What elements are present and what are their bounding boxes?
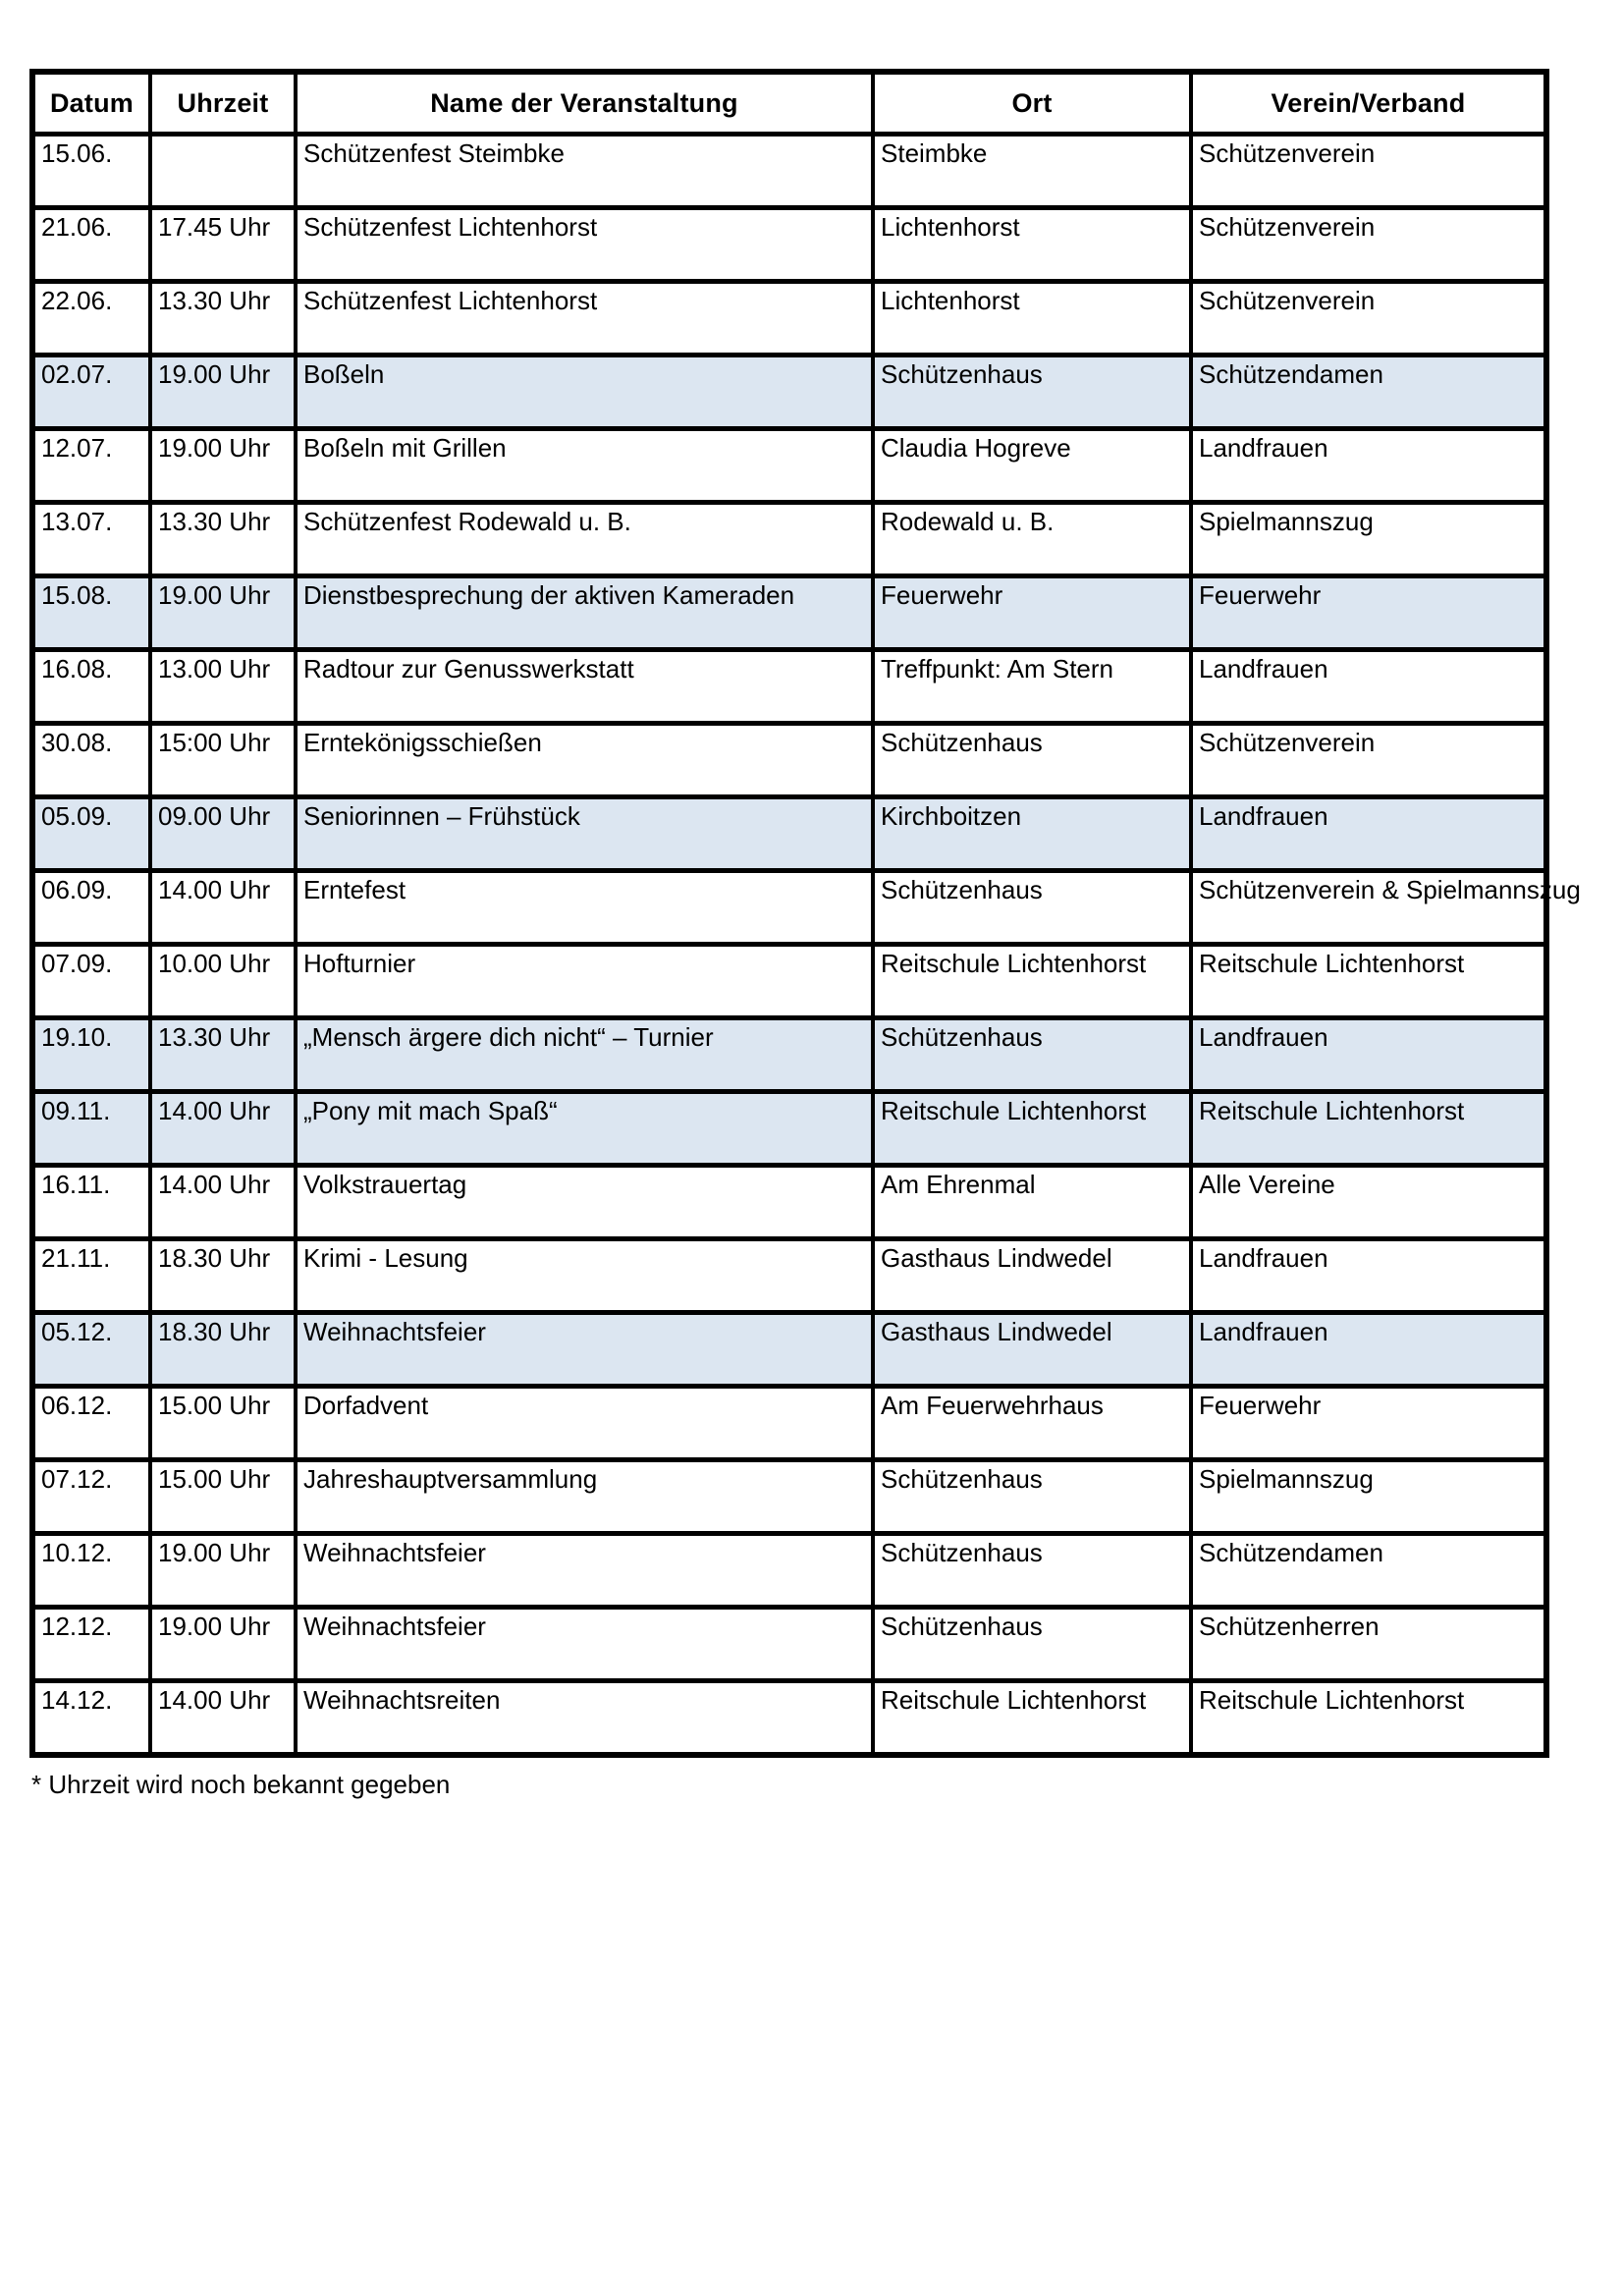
cell-verein: Schützendamen	[1191, 355, 1546, 429]
footnote: * Uhrzeit wird noch bekannt gegeben	[31, 1770, 451, 1799]
event-schedule-table	[29, 69, 1581, 1758]
cell-ort: Reitschule Lichtenhorst	[873, 1681, 1191, 1756]
cell-uhrzeit: 19.00 Uhr	[150, 576, 296, 650]
header-ort: Ort	[873, 72, 1191, 135]
table-row	[32, 1387, 1546, 1460]
cell-name: Schützenfest Rodewald u. B.	[296, 503, 873, 576]
cell-verein: Schützenverein	[1191, 135, 1546, 208]
cell-ort: Gasthaus Lindwedel	[873, 1313, 1191, 1387]
header-uhrzeit: Uhrzeit	[150, 72, 296, 135]
table-row	[32, 355, 1546, 429]
cell-verein: Schützenverein	[1191, 282, 1546, 355]
cell-verein: Landfrauen	[1191, 797, 1546, 871]
table-row	[32, 1018, 1546, 1092]
cell-name: Hofturnier	[296, 945, 873, 1018]
cell-verein: Schützenherren	[1191, 1608, 1546, 1681]
cell-datum: 02.07.	[32, 355, 150, 429]
cell-ort: Lichtenhorst	[873, 208, 1191, 282]
table-row	[32, 282, 1546, 355]
table-row	[32, 724, 1546, 797]
cell-uhrzeit: 19.00 Uhr	[150, 355, 296, 429]
cell-verein: Landfrauen	[1191, 429, 1546, 503]
cell-ort: Schützenhaus	[873, 355, 1191, 429]
table-row	[32, 429, 1546, 503]
table-row	[32, 208, 1546, 282]
table-row	[32, 135, 1546, 208]
cell-uhrzeit: 14.00 Uhr	[150, 1681, 296, 1756]
cell-ort: Reitschule Lichtenhorst	[873, 1092, 1191, 1166]
cell-uhrzeit: 13.30 Uhr	[150, 1018, 296, 1092]
cell-ort: Treffpunkt: Am Stern	[873, 650, 1191, 724]
cell-datum: 21.11.	[32, 1239, 150, 1313]
cell-uhrzeit: 19.00 Uhr	[150, 1534, 296, 1608]
cell-name: Dienstbesprechung der aktiven Kameraden	[296, 576, 873, 650]
cell-datum: 06.09.	[32, 871, 150, 945]
cell-name: „Pony mit mach Spaß“	[296, 1092, 873, 1166]
table-row	[32, 1681, 1546, 1756]
cell-verein: Landfrauen	[1191, 1018, 1546, 1092]
cell-ort: Claudia Hogreve	[873, 429, 1191, 503]
cell-datum: 12.12.	[32, 1608, 150, 1681]
cell-uhrzeit: 15:00 Uhr	[150, 724, 296, 797]
schedule-content	[29, 69, 1581, 1800]
cell-datum: 14.12.	[32, 1681, 150, 1756]
cell-uhrzeit: 19.00 Uhr	[150, 1608, 296, 1681]
table-row	[32, 576, 1546, 650]
table-row	[32, 650, 1546, 724]
table-row	[32, 1534, 1546, 1608]
cell-datum: 10.12.	[32, 1534, 150, 1608]
cell-name: Krimi - Lesung	[296, 1239, 873, 1313]
cell-uhrzeit: 14.00 Uhr	[150, 871, 296, 945]
cell-name: Schützenfest Lichtenhorst	[296, 282, 873, 355]
cell-ort: Reitschule Lichtenhorst	[873, 945, 1191, 1018]
cell-ort: Steimbke	[873, 135, 1191, 208]
table-row	[32, 503, 1546, 576]
cell-verein: Schützendamen	[1191, 1534, 1546, 1608]
cell-name: Weihnachtsfeier	[296, 1313, 873, 1387]
cell-datum: 05.12.	[32, 1313, 150, 1387]
cell-verein: Reitschule Lichtenhorst	[1191, 1092, 1546, 1166]
cell-name: Schützenfest Lichtenhorst	[296, 208, 873, 282]
cell-ort: Schützenhaus	[873, 724, 1191, 797]
cell-verein: Schützenverein	[1191, 724, 1546, 797]
cell-ort: Schützenhaus	[873, 1018, 1191, 1092]
table-row	[32, 1092, 1546, 1166]
cell-verein: Feuerwehr	[1191, 576, 1546, 650]
header-name: Name der Veranstaltung	[296, 72, 873, 135]
cell-uhrzeit: 13.30 Uhr	[150, 503, 296, 576]
table-row	[32, 871, 1546, 945]
cell-datum: 06.12.	[32, 1387, 150, 1460]
cell-datum: 05.09.	[32, 797, 150, 871]
cell-name: Weihnachtsfeier	[296, 1534, 873, 1608]
cell-name: „Mensch ärgere dich nicht“ – Turnier	[296, 1018, 873, 1092]
cell-uhrzeit: 09.00 Uhr	[150, 797, 296, 871]
header-row	[32, 72, 1546, 135]
cell-uhrzeit: 14.00 Uhr	[150, 1166, 296, 1239]
cell-datum: 07.12.	[32, 1460, 150, 1534]
cell-verein: Alle Vereine	[1191, 1166, 1546, 1239]
cell-ort: Feuerwehr	[873, 576, 1191, 650]
cell-ort: Gasthaus Lindwedel	[873, 1239, 1191, 1313]
cell-verein: Reitschule Lichtenhorst	[1191, 1681, 1546, 1756]
cell-datum: 16.08.	[32, 650, 150, 724]
cell-name: Schützenfest Steimbke	[296, 135, 873, 208]
cell-datum: 15.06.	[32, 135, 150, 208]
cell-verein: Reitschule Lichtenhorst	[1191, 945, 1546, 1018]
table-row	[32, 1460, 1546, 1534]
cell-name: Jahreshauptversammlung	[296, 1460, 873, 1534]
cell-ort: Schützenhaus	[873, 1460, 1191, 1534]
table-row	[32, 1608, 1546, 1681]
cell-uhrzeit: 18.30 Uhr	[150, 1239, 296, 1313]
table-row	[32, 945, 1546, 1018]
cell-uhrzeit: 10.00 Uhr	[150, 945, 296, 1018]
cell-datum: 12.07.	[32, 429, 150, 503]
cell-uhrzeit: 14.00 Uhr	[150, 1092, 296, 1166]
cell-ort: Kirchboitzen	[873, 797, 1191, 871]
cell-datum: 30.08.	[32, 724, 150, 797]
cell-name: Radtour zur Genusswerkstatt	[296, 650, 873, 724]
cell-name: Seniorinnen – Frühstück	[296, 797, 873, 871]
cell-verein: Landfrauen	[1191, 1313, 1546, 1387]
cell-uhrzeit: 17.45 Uhr	[150, 208, 296, 282]
cell-ort: Am Feuerwehrhaus	[873, 1387, 1191, 1460]
cell-datum: 09.11.	[32, 1092, 150, 1166]
cell-datum: 21.06.	[32, 208, 150, 282]
cell-name: Boßeln	[296, 355, 873, 429]
cell-name: Erntekönigsschießen	[296, 724, 873, 797]
event-rows	[32, 135, 1581, 1756]
cell-name: Dorfadvent	[296, 1387, 873, 1460]
cell-name: Volkstrauertag	[296, 1166, 873, 1239]
cell-verein: Landfrauen	[1191, 1239, 1546, 1313]
cell-verein: Schützenverein & Spielmannszug	[1191, 871, 1546, 945]
cell-ort: Rodewald u. B.	[873, 503, 1191, 576]
cell-ort: Schützenhaus	[873, 1608, 1191, 1681]
cell-uhrzeit	[150, 135, 296, 208]
header-datum: Datum	[32, 72, 150, 135]
cell-verein: Spielmannszug	[1191, 503, 1546, 576]
cell-ort: Lichtenhorst	[873, 282, 1191, 355]
cell-datum: 16.11.	[32, 1166, 150, 1239]
cell-datum: 19.10.	[32, 1018, 150, 1092]
cell-verein: Schützenverein	[1191, 208, 1546, 282]
cell-verein: Spielmannszug	[1191, 1460, 1546, 1534]
table-row	[32, 797, 1546, 871]
table-row	[32, 1239, 1546, 1313]
cell-verein: Feuerwehr	[1191, 1387, 1546, 1460]
cell-name: Weihnachtsreiten	[296, 1681, 873, 1756]
cell-datum: 15.08.	[32, 576, 150, 650]
header-verein: Verein/Verband	[1191, 72, 1546, 135]
table-row	[32, 1313, 1546, 1387]
cell-datum: 22.06.	[32, 282, 150, 355]
cell-ort: Schützenhaus	[873, 871, 1191, 945]
cell-ort: Am Ehrenmal	[873, 1166, 1191, 1239]
cell-uhrzeit: 13.00 Uhr	[150, 650, 296, 724]
cell-verein: Landfrauen	[1191, 650, 1546, 724]
cell-name: Boßeln mit Grillen	[296, 429, 873, 503]
cell-ort: Schützenhaus	[873, 1534, 1191, 1608]
cell-uhrzeit: 13.30 Uhr	[150, 282, 296, 355]
cell-name: Weihnachtsfeier	[296, 1608, 873, 1681]
cell-uhrzeit: 15.00 Uhr	[150, 1460, 296, 1534]
cell-name: Erntefest	[296, 871, 873, 945]
cell-uhrzeit: 15.00 Uhr	[150, 1387, 296, 1460]
table-row	[32, 1166, 1546, 1239]
cell-uhrzeit: 19.00 Uhr	[150, 429, 296, 503]
cell-datum: 07.09.	[32, 945, 150, 1018]
cell-uhrzeit: 18.30 Uhr	[150, 1313, 296, 1387]
cell-datum: 13.07.	[32, 503, 150, 576]
